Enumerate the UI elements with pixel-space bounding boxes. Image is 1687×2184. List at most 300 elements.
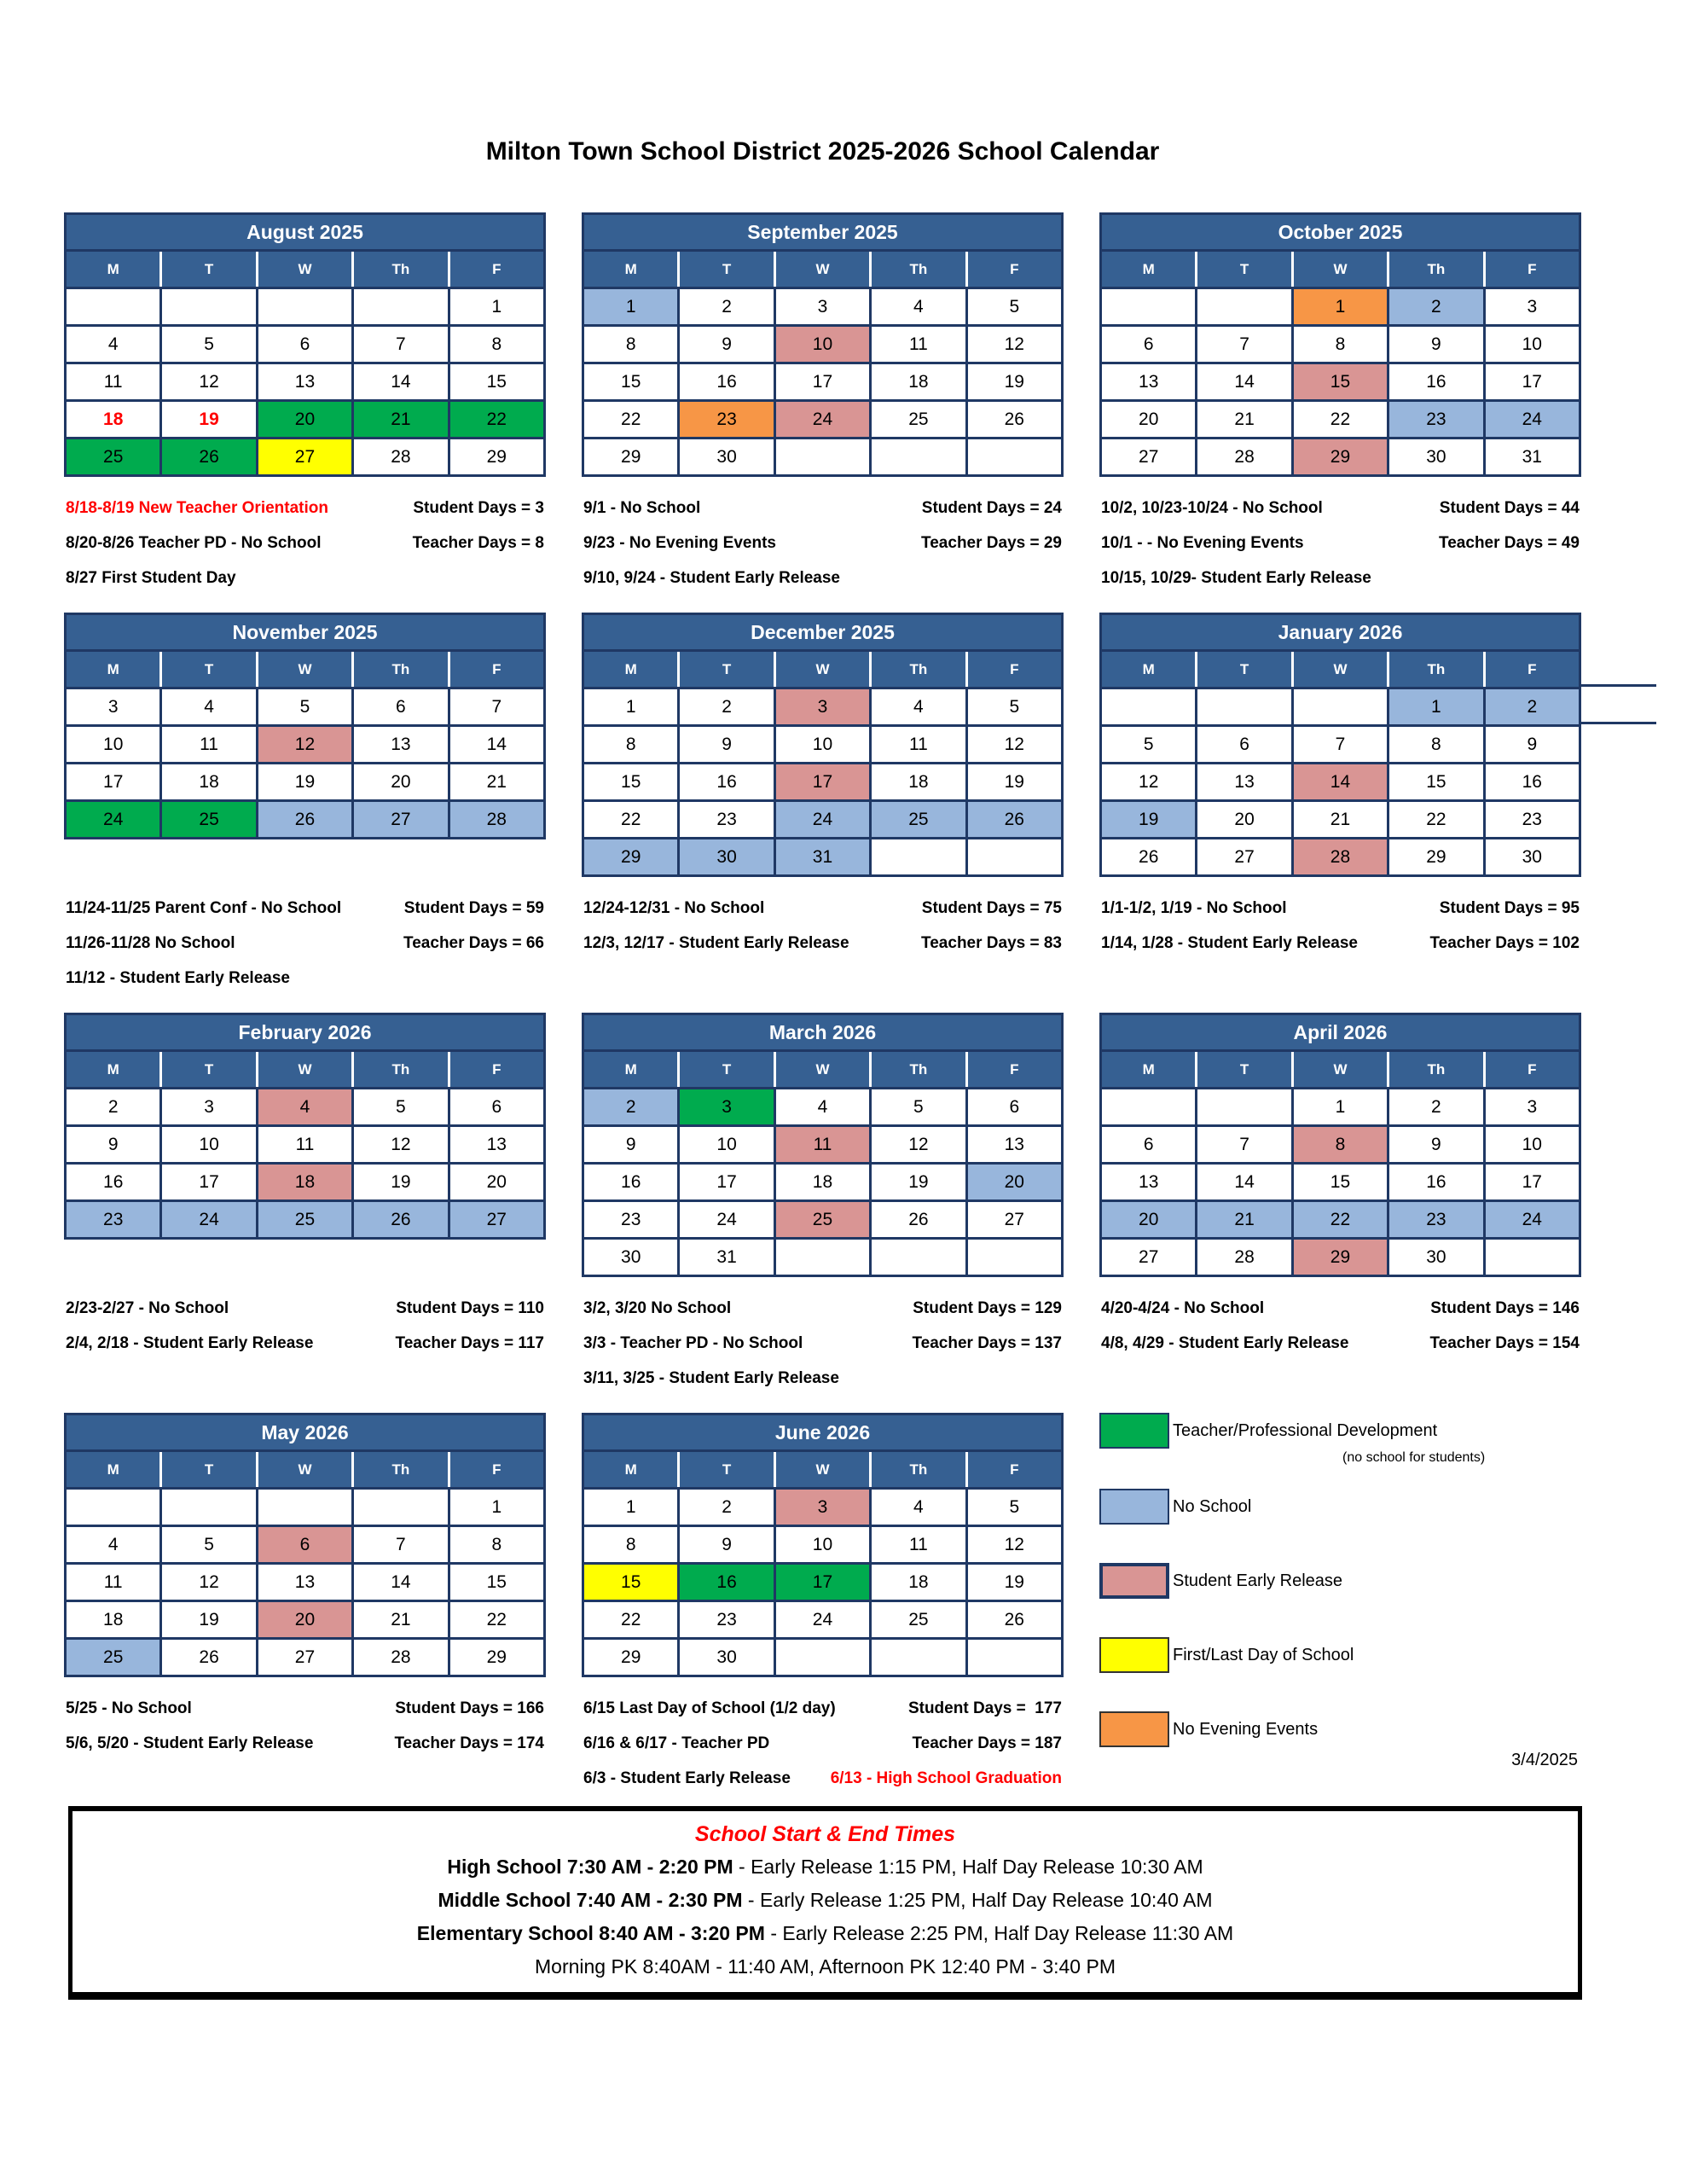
note-right: Teacher Days = 29 — [921, 534, 1062, 552]
day-cell: 4 — [66, 1526, 161, 1564]
day-header-th: Th — [871, 651, 966, 688]
day-header-w: W — [257, 1051, 352, 1089]
month-table-wrap-february-2026 — [64, 1013, 546, 1275]
day-cell: 4 — [774, 1089, 870, 1126]
day-cell: 20 — [1101, 401, 1197, 439]
day-header-th: Th — [353, 651, 449, 688]
week-row — [1101, 1201, 1580, 1239]
week-row — [66, 1639, 545, 1676]
week-row — [66, 1526, 545, 1564]
day-cell: 25 — [66, 1639, 161, 1676]
day-cell: 20 — [257, 401, 352, 439]
week-row — [1101, 726, 1580, 764]
day-cell: 9 — [1388, 1126, 1484, 1164]
day-cell: 19 — [257, 764, 352, 801]
month-december-2025 — [582, 613, 1064, 969]
note-left: 1/14, 1/28 - Student Early Release — [1101, 934, 1358, 952]
week-row — [1101, 363, 1580, 401]
day-header-w: W — [774, 651, 870, 688]
day-cell: 28 — [1292, 839, 1388, 876]
week-row — [1101, 839, 1580, 876]
day-cell: 10 — [1484, 1126, 1580, 1164]
day-header-th: Th — [871, 251, 966, 288]
day-header-w: W — [257, 651, 352, 688]
week-row — [66, 288, 545, 326]
day-header-th: Th — [871, 1051, 966, 1089]
day-header-m: M — [66, 1051, 161, 1089]
day-cell: 15 — [1388, 764, 1484, 801]
week-row — [583, 1201, 1063, 1239]
legend-swatch-or — [1099, 1711, 1169, 1747]
day-cell: 7 — [1197, 326, 1292, 363]
note-line — [64, 1334, 546, 1369]
day-cell: 20 — [257, 1601, 352, 1639]
day-cell: 3 — [1484, 288, 1580, 326]
day-cell: 29 — [1292, 439, 1388, 476]
month-table — [582, 1013, 1064, 1277]
day-header-t: T — [161, 1451, 257, 1489]
note-line — [64, 569, 546, 604]
day-cell: 8 — [1292, 1126, 1388, 1164]
day-header-th: Th — [1388, 1051, 1484, 1089]
month-january-2026 — [1099, 613, 1581, 969]
day-cell: 27 — [257, 1639, 352, 1676]
day-cell: 24 — [774, 401, 870, 439]
empty-day-cell — [1101, 1089, 1197, 1126]
day-cell: 15 — [449, 1564, 544, 1601]
day-cell: 2 — [1388, 1089, 1484, 1126]
day-cell: 22 — [583, 401, 679, 439]
empty-day-cell — [871, 839, 966, 876]
note-line — [64, 499, 546, 534]
month-september-2025 — [582, 212, 1064, 604]
day-cell: 27 — [1101, 439, 1197, 476]
day-cell: 2 — [679, 688, 774, 726]
day-cell: 17 — [679, 1164, 774, 1201]
day-cell: 16 — [679, 363, 774, 401]
note-line — [582, 569, 1064, 604]
note-line — [1099, 534, 1581, 569]
week-row — [66, 1564, 545, 1601]
month-title: December 2025 — [583, 614, 1063, 651]
note-right: 6/13 - High School Graduation — [830, 1769, 1062, 1787]
month-notes — [582, 499, 1064, 604]
day-cell: 25 — [871, 401, 966, 439]
day-cell: 30 — [679, 839, 774, 876]
note-left: 9/10, 9/24 - Student Early Release — [583, 569, 840, 587]
day-cell: 31 — [774, 839, 870, 876]
empty-day-cell — [966, 839, 1062, 876]
day-cell: 26 — [257, 801, 352, 839]
day-cell: 13 — [257, 1564, 352, 1601]
day-cell: 6 — [1101, 1126, 1197, 1164]
legend-swatch-pk — [1099, 1563, 1169, 1599]
week-row — [583, 439, 1063, 476]
school-times-lines — [81, 1850, 1569, 1984]
day-cell: 11 — [871, 726, 966, 764]
day-cell: 6 — [257, 326, 352, 363]
day-cell: 20 — [449, 1164, 544, 1201]
day-cell: 27 — [449, 1201, 544, 1239]
day-cell: 1 — [1388, 688, 1484, 726]
week-row — [1101, 326, 1580, 363]
week-row — [583, 1164, 1063, 1201]
week-row — [66, 401, 545, 439]
day-cell: 2 — [1388, 288, 1484, 326]
note-left: 8/20-8/26 Teacher PD - No School — [66, 534, 322, 552]
day-cell: 10 — [774, 326, 870, 363]
empty-day-cell — [871, 1639, 966, 1676]
day-cell: 6 — [1197, 726, 1292, 764]
day-header-t: T — [679, 1051, 774, 1089]
day-cell: 23 — [1388, 401, 1484, 439]
stray-line-bottom — [1581, 722, 1656, 724]
day-cell: 3 — [774, 688, 870, 726]
day-cell: 13 — [353, 726, 449, 764]
day-header-f: F — [1484, 1051, 1580, 1089]
day-cell: 11 — [66, 363, 161, 401]
month-title: May 2026 — [66, 1414, 545, 1451]
week-row — [583, 688, 1063, 726]
school-times-line: Middle School 7:40 AM - 2:30 PM - Early Release 1:25 PM, Half Day Release 10:40 AM — [438, 1889, 1213, 1911]
week-row — [583, 288, 1063, 326]
day-header-th: Th — [353, 251, 449, 288]
note-left: 6/15 Last Day of School (1/2 day) — [583, 1699, 836, 1717]
day-cell: 21 — [353, 401, 449, 439]
month-may-2026 — [64, 1413, 546, 1769]
note-right: Teacher Days = 117 — [395, 1334, 544, 1352]
day-header-th: Th — [353, 1451, 449, 1489]
school-times-line: Elementary School 8:40 AM - 3:20 PM - Early Release 2:25 PM, Half Day Release 11:30 AM — [416, 1922, 1234, 1944]
week-row — [583, 401, 1063, 439]
day-cell: 8 — [1388, 726, 1484, 764]
day-header-f: F — [966, 1451, 1062, 1489]
day-cell: 19 — [966, 1564, 1062, 1601]
day-cell: 15 — [583, 363, 679, 401]
month-table-wrap-april-2026 — [1099, 1013, 1581, 1275]
day-header-w: W — [1292, 651, 1388, 688]
day-cell: 12 — [871, 1126, 966, 1164]
day-cell: 8 — [583, 326, 679, 363]
week-row — [1101, 401, 1580, 439]
note-right: Student Days = 44 — [1439, 499, 1580, 517]
legend — [1099, 1413, 1581, 1788]
note-right: Teacher Days = 8 — [412, 534, 544, 552]
month-november-2025 — [64, 613, 546, 1004]
day-header-t: T — [1197, 251, 1292, 288]
month-title: March 2026 — [583, 1014, 1063, 1051]
empty-day-cell — [161, 1489, 257, 1526]
note-right: Student Days = 146 — [1430, 1299, 1580, 1317]
month-notes — [1099, 1299, 1581, 1369]
empty-day-cell — [66, 1489, 161, 1526]
day-header-m: M — [1101, 651, 1197, 688]
day-cell: 1 — [583, 1489, 679, 1526]
month-title: February 2026 — [66, 1014, 545, 1051]
day-cell: 30 — [679, 439, 774, 476]
day-cell: 5 — [966, 1489, 1062, 1526]
day-cell: 5 — [871, 1089, 966, 1126]
week-row — [66, 1164, 545, 1201]
note-right: Student Days = 59 — [403, 899, 544, 917]
note-line — [1099, 569, 1581, 604]
day-cell: 10 — [679, 1126, 774, 1164]
week-row — [1101, 1164, 1580, 1201]
legend-items — [1099, 1413, 1581, 1747]
legend-swatch-gr — [1099, 1413, 1169, 1449]
week-row — [1101, 1126, 1580, 1164]
day-cell: 26 — [966, 401, 1062, 439]
week-row — [583, 801, 1063, 839]
legend-item-teacher-professional-development — [1099, 1413, 1581, 1449]
note-right: Teacher Days = 174 — [394, 1734, 544, 1752]
empty-day-cell — [353, 288, 449, 326]
day-cell: 16 — [1484, 764, 1580, 801]
day-cell: 12 — [257, 726, 352, 764]
note-line — [1099, 899, 1581, 934]
day-cell: 3 — [774, 1489, 870, 1526]
week-row — [1101, 1089, 1580, 1126]
day-header-m: M — [1101, 1051, 1197, 1089]
day-cell: 12 — [1101, 764, 1197, 801]
legend-label: Teacher/Professional Development — [1173, 1420, 1438, 1440]
day-cell: 2 — [679, 288, 774, 326]
note-left: 12/3, 12/17 - Student Early Release — [583, 934, 849, 952]
month-table-wrap-january-2026 — [1099, 613, 1581, 875]
month-table-wrap-march-2026 — [582, 1013, 1064, 1275]
day-cell: 19 — [353, 1164, 449, 1201]
empty-day-cell — [1197, 288, 1292, 326]
month-notes — [582, 1299, 1064, 1404]
day-cell: 29 — [583, 1639, 679, 1676]
month-table — [64, 613, 546, 839]
day-header-f: F — [449, 651, 544, 688]
day-cell: 25 — [66, 439, 161, 476]
day-header-t: T — [1197, 1051, 1292, 1089]
empty-day-cell — [871, 1239, 966, 1276]
day-cell: 2 — [583, 1089, 679, 1126]
month-table — [582, 212, 1064, 477]
day-cell: 25 — [161, 801, 257, 839]
day-cell: 21 — [1292, 801, 1388, 839]
day-cell: 18 — [66, 1601, 161, 1639]
day-cell: 28 — [1197, 1239, 1292, 1276]
day-cell: 17 — [1484, 363, 1580, 401]
day-cell: 29 — [449, 1639, 544, 1676]
day-header-m: M — [583, 1051, 679, 1089]
day-cell: 9 — [1484, 726, 1580, 764]
day-header-th: Th — [1388, 251, 1484, 288]
legend-item-no-school — [1099, 1489, 1581, 1525]
month-october-2025 — [1099, 212, 1581, 604]
empty-day-cell — [1197, 688, 1292, 726]
day-cell: 27 — [966, 1201, 1062, 1239]
note-line — [64, 969, 546, 1004]
day-cell: 10 — [774, 1526, 870, 1564]
day-cell: 20 — [966, 1164, 1062, 1201]
week-row — [583, 839, 1063, 876]
page — [64, 0, 1581, 2000]
day-cell: 21 — [1197, 1201, 1292, 1239]
month-table — [1099, 212, 1581, 477]
note-line — [64, 1699, 546, 1734]
legend-label: No School — [1173, 1496, 1252, 1516]
day-header-t: T — [679, 651, 774, 688]
empty-day-cell — [774, 439, 870, 476]
day-cell: 9 — [679, 326, 774, 363]
day-cell: 6 — [1101, 326, 1197, 363]
day-cell: 8 — [1292, 326, 1388, 363]
day-cell: 2 — [1484, 688, 1580, 726]
day-cell: 28 — [353, 439, 449, 476]
month-february-2026 — [64, 1013, 546, 1369]
note-line — [582, 1769, 1064, 1804]
school-times-bold: Middle School 7:40 AM - 2:30 PM — [438, 1889, 743, 1911]
month-table — [582, 613, 1064, 877]
note-line — [582, 1699, 1064, 1734]
empty-day-cell — [1101, 688, 1197, 726]
day-cell: 13 — [1101, 363, 1197, 401]
day-header-t: T — [161, 651, 257, 688]
day-cell: 1 — [449, 288, 544, 326]
empty-day-cell — [1101, 288, 1197, 326]
day-cell: 3 — [679, 1089, 774, 1126]
month-table — [64, 212, 546, 477]
school-times-bold: Elementary School 8:40 AM - 3:20 PM — [416, 1922, 765, 1944]
week-row — [66, 439, 545, 476]
note-line — [582, 934, 1064, 969]
day-cell: 11 — [161, 726, 257, 764]
month-notes — [64, 499, 546, 604]
day-cell: 4 — [161, 688, 257, 726]
legend-label: No Evening Events — [1173, 1719, 1319, 1739]
month-table — [1099, 1013, 1581, 1277]
day-cell: 5 — [353, 1089, 449, 1126]
day-header-th: Th — [353, 1051, 449, 1089]
empty-day-cell — [774, 1639, 870, 1676]
note-line — [64, 1734, 546, 1769]
day-cell: 11 — [66, 1564, 161, 1601]
note-right: Student Days = 177 — [907, 1699, 1062, 1717]
day-header-m: M — [583, 1451, 679, 1489]
day-cell: 28 — [449, 801, 544, 839]
day-cell: 7 — [449, 688, 544, 726]
note-left: 6/3 - Student Early Release — [583, 1769, 791, 1787]
day-cell: 23 — [679, 401, 774, 439]
note-left: 3/11, 3/25 - Student Early Release — [583, 1369, 839, 1387]
note-left: 10/2, 10/23-10/24 - No School — [1101, 499, 1323, 517]
day-cell: 4 — [871, 1489, 966, 1526]
day-cell: 10 — [774, 726, 870, 764]
note-right: Teacher Days = 102 — [1429, 934, 1580, 952]
day-header-w: W — [257, 1451, 352, 1489]
day-header-w: W — [774, 251, 870, 288]
week-row — [66, 326, 545, 363]
note-right: Teacher Days = 49 — [1439, 534, 1580, 552]
day-cell: 7 — [1197, 1126, 1292, 1164]
week-row — [583, 1564, 1063, 1601]
week-row — [583, 1526, 1063, 1564]
note-left: 5/6, 5/20 - Student Early Release — [66, 1734, 314, 1752]
day-cell: 9 — [679, 1526, 774, 1564]
day-cell: 16 — [679, 1564, 774, 1601]
month-table-wrap-august-2025 — [64, 212, 546, 475]
month-notes — [64, 899, 546, 1004]
day-cell: 18 — [871, 363, 966, 401]
day-header-w: W — [774, 1451, 870, 1489]
week-row — [66, 764, 545, 801]
day-cell: 28 — [353, 1639, 449, 1676]
day-cell: 29 — [583, 439, 679, 476]
day-cell: 5 — [1101, 726, 1197, 764]
legend-label: First/Last Day of School — [1173, 1645, 1354, 1664]
note-left: 11/26-11/28 No School — [66, 934, 235, 952]
generated-date: 3/4/2025 — [1511, 1751, 1578, 1769]
note-line — [64, 1299, 546, 1334]
day-cell: 5 — [966, 288, 1062, 326]
month-august-2025 — [64, 212, 546, 604]
day-cell: 3 — [66, 688, 161, 726]
week-row — [583, 1089, 1063, 1126]
note-line — [1099, 1299, 1581, 1334]
week-row — [583, 326, 1063, 363]
note-left: 11/24-11/25 Parent Conf - No School — [66, 899, 342, 917]
day-cell: 27 — [1197, 839, 1292, 876]
day-cell: 11 — [257, 1126, 352, 1164]
month-notes — [64, 1299, 546, 1369]
day-cell: 19 — [161, 401, 257, 439]
month-table — [64, 1013, 546, 1240]
day-cell: 22 — [449, 1601, 544, 1639]
note-line — [582, 534, 1064, 569]
day-cell: 2 — [679, 1489, 774, 1526]
week-row — [1101, 688, 1580, 726]
day-cell: 26 — [161, 439, 257, 476]
day-cell: 30 — [679, 1639, 774, 1676]
empty-day-cell — [871, 439, 966, 476]
day-cell: 30 — [1388, 1239, 1484, 1276]
day-cell: 29 — [1292, 1239, 1388, 1276]
day-cell: 4 — [871, 288, 966, 326]
day-cell: 10 — [1484, 326, 1580, 363]
month-notes — [1099, 899, 1581, 969]
empty-day-cell — [966, 1639, 1062, 1676]
day-header-f: F — [449, 1051, 544, 1089]
day-cell: 21 — [1197, 401, 1292, 439]
day-cell: 4 — [66, 326, 161, 363]
day-cell: 9 — [1388, 326, 1484, 363]
day-cell: 19 — [161, 1601, 257, 1639]
legend-swatch-lb — [1099, 1489, 1169, 1525]
week-row — [66, 1489, 545, 1526]
day-cell: 15 — [1292, 363, 1388, 401]
note-left: 5/25 - No School — [66, 1699, 192, 1717]
day-cell: 16 — [583, 1164, 679, 1201]
day-cell: 19 — [966, 363, 1062, 401]
day-cell: 1 — [449, 1489, 544, 1526]
week-row — [583, 1126, 1063, 1164]
month-table-wrap-june-2026 — [582, 1413, 1064, 1676]
day-cell: 1 — [1292, 1089, 1388, 1126]
day-cell: 23 — [1484, 801, 1580, 839]
day-header-w: W — [257, 251, 352, 288]
day-cell: 24 — [774, 801, 870, 839]
day-cell: 14 — [1197, 1164, 1292, 1201]
week-row — [583, 1239, 1063, 1276]
day-cell: 27 — [353, 801, 449, 839]
day-header-t: T — [679, 1451, 774, 1489]
note-line — [64, 534, 546, 569]
